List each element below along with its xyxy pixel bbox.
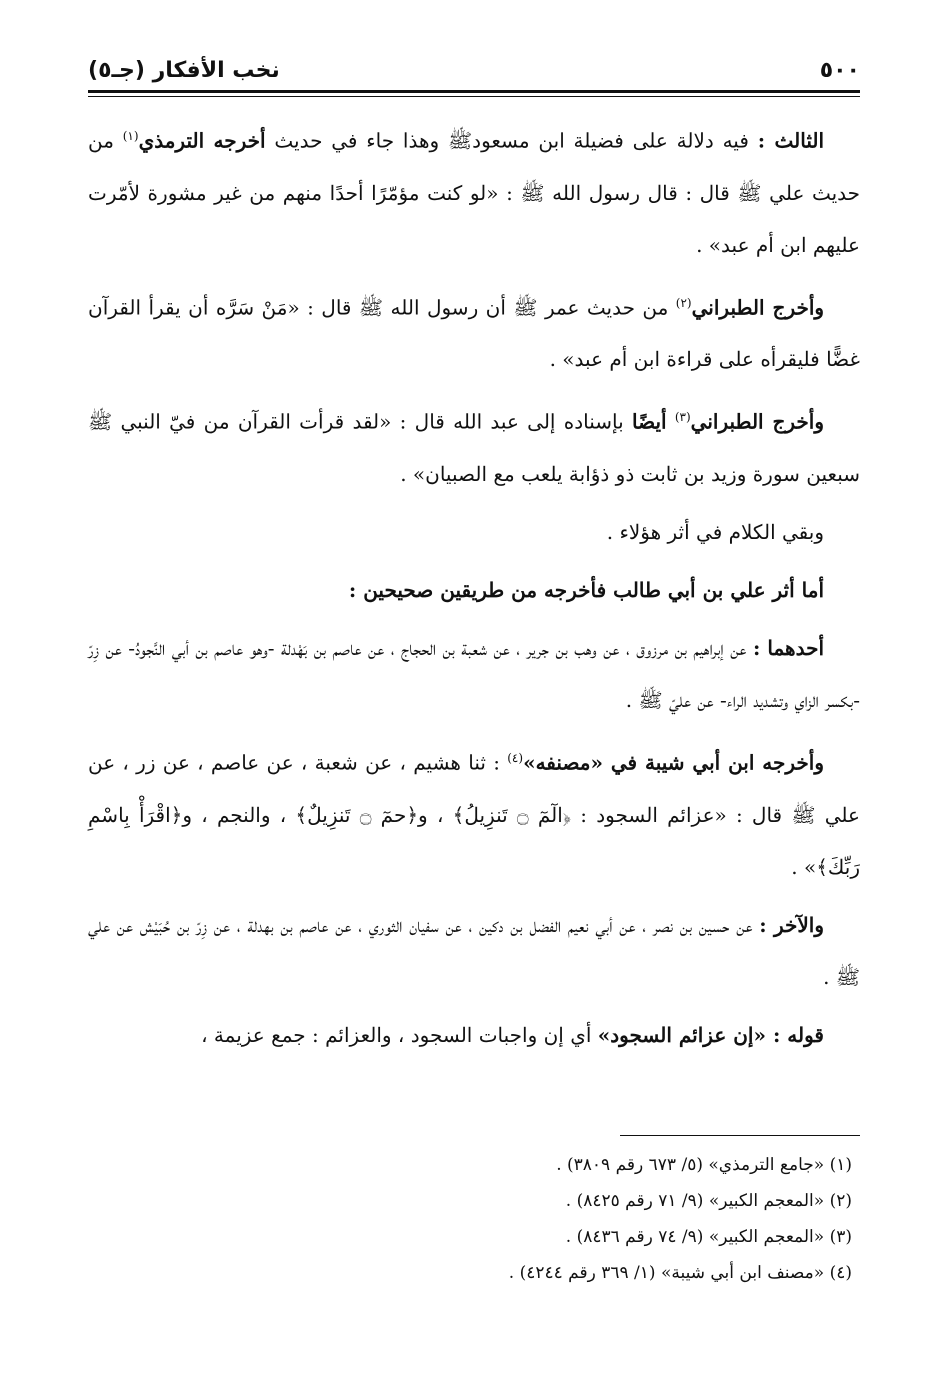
footnote-ref: (٢): [675, 295, 692, 310]
text-run: من حديث عمر: [544, 295, 669, 320]
paragraph-second-route: [88, 899, 860, 1003]
text-run: : «لو كنت مؤمّرًا أحدًا منهم من غير مشورة لأمّرت عليهم ابن أم عبد» .: [88, 180, 860, 257]
text-run: سبعين سورة وزيد بن ثابت ذو ذؤابة يلعب مع الصبيان» .: [400, 461, 860, 486]
main-text: [88, 110, 860, 1067]
text-run: .: [823, 964, 830, 989]
text-run: بإسناده إلى عبد الله قال : «لقد قرأت القرآن من فيّ النبي: [120, 409, 624, 434]
text-run: قال : «عزائم السجود : ﴿الٓمٓ ۝ تَنزِيلُ﴾ ، و﴿حمٓ ۝ تَنزِيلٌ﴾ ، والنجم ، و﴿اقْرَأْ بِاسْمِ رَبِّكَ﴾» .: [88, 802, 860, 879]
source-name: وأخرجه ابن أبي شيبة في «مصنفه»: [523, 750, 824, 775]
paragraph-label: الثالث :: [757, 128, 824, 153]
commentary-lemma: قوله : «إن عزائم السجود»: [597, 1022, 824, 1047]
text-run: : ثنا هشيم ، عن شعبة ، عن عاصم ، عن زر ، عن علي: [88, 750, 860, 827]
honorific-glyph: ﷺ: [448, 128, 473, 153]
emphasis: أيضًا: [632, 409, 667, 434]
text-run: قال : «مَنْ سَرَّه أن يقرأ القرآن غضًّا فليقرأه على قراءة ابن أم عبد» .: [88, 295, 860, 372]
footnote-ref: (٣): [674, 410, 691, 425]
source-name: أخرجه الترمذي: [138, 128, 266, 153]
source-name: وأخرج الطبراني: [690, 409, 825, 434]
honorific-glyph: ﷺ: [791, 802, 816, 827]
text-run: فيه دلالة على فضيلة ابن مسعود: [472, 128, 749, 153]
header-rule-thick: [88, 90, 860, 93]
page-header: [88, 50, 860, 90]
text-run: أي إن واجبات السجود ، والعزائم : جمع عزيمة ،: [201, 1022, 592, 1047]
paragraph-first-route: [88, 622, 860, 726]
honorific-glyph: ﷺ: [358, 295, 384, 320]
source-name: وأخرج الطبراني: [691, 295, 825, 320]
honorific-glyph: ﷺ: [835, 964, 860, 989]
text-run: عن إبراهيم بن مرزوق ، عن وهب بن جرير ، عن شعبة بن الحجاج ، عن عاصم بن بَهْدلة -وهو عاصم بن أبي النَّجودُ- عن زِرّ -بكسر الزاي وتشديد الراء- عن عليّ: [88, 635, 860, 712]
paragraph-label: أحدهما :: [752, 635, 825, 660]
section-heading: أما أثر علي بن أبي طالب فأخرجه من طريقين صحيحين :: [348, 577, 824, 602]
page-number: ٥٠٠: [819, 57, 860, 83]
footnote-1: (١) «جامع الترمذي» (٥/ ٦٧٣ رقم ٣٨٠٩) .: [556, 1155, 852, 1175]
running-title: نخب الأفكار (جـ٥): [88, 57, 280, 83]
text-run: قال : قال رسول الله: [552, 180, 730, 205]
footnote-ref: (٤): [507, 750, 524, 765]
text-run: أن رسول الله: [390, 295, 506, 320]
paragraph-tabarani-2: [88, 391, 860, 500]
paragraph-commentary: [88, 1009, 860, 1061]
honorific-glyph: ﷺ: [88, 409, 113, 434]
honorific-glyph: ﷺ: [520, 180, 545, 205]
text-run: من حديث علي: [88, 128, 861, 205]
paragraph-label: والآخر :: [759, 912, 824, 937]
honorific-glyph: ﷺ: [638, 687, 663, 712]
text-run: وهذا جاء في حديث: [274, 128, 440, 153]
footnote-4: (٤) «مصنف ابن أبي شيبة» (١/ ٣٦٩ رقم ٤٢٤٤) .: [508, 1263, 852, 1283]
honorific-glyph: ﷺ: [513, 295, 538, 320]
footnote-2: (٢) «المعجم الكبير» (٩/ ٧١ رقم ٨٤٢٥) .: [565, 1191, 852, 1211]
header-rule-thin: [88, 96, 860, 97]
paragraph-third: [88, 110, 860, 271]
footnote-3: (٣) «المعجم الكبير» (٩/ ٧٤ رقم ٨٤٣٦) .: [565, 1227, 852, 1247]
footnote-separator: [620, 1135, 860, 1136]
text-run: .: [625, 687, 633, 712]
paragraph-remaining: وبقي الكلام في أثر هؤلاء .: [606, 519, 824, 544]
footnote-ref: (١): [122, 129, 139, 143]
footnotes: [88, 1147, 860, 1291]
honorific-glyph: ﷺ: [737, 180, 762, 205]
text-run: عن حسين بن نصر ، عن أبي نعيم الفضل بن دكين ، عن سفيان الثوري ، عن عاصم بن بهدلة ، عن زِرّ بن حُبَيْش عن علي: [88, 912, 753, 937]
paragraph-tabarani-1: [88, 277, 860, 386]
paragraph-ibn-abi-shayba: [88, 732, 860, 893]
